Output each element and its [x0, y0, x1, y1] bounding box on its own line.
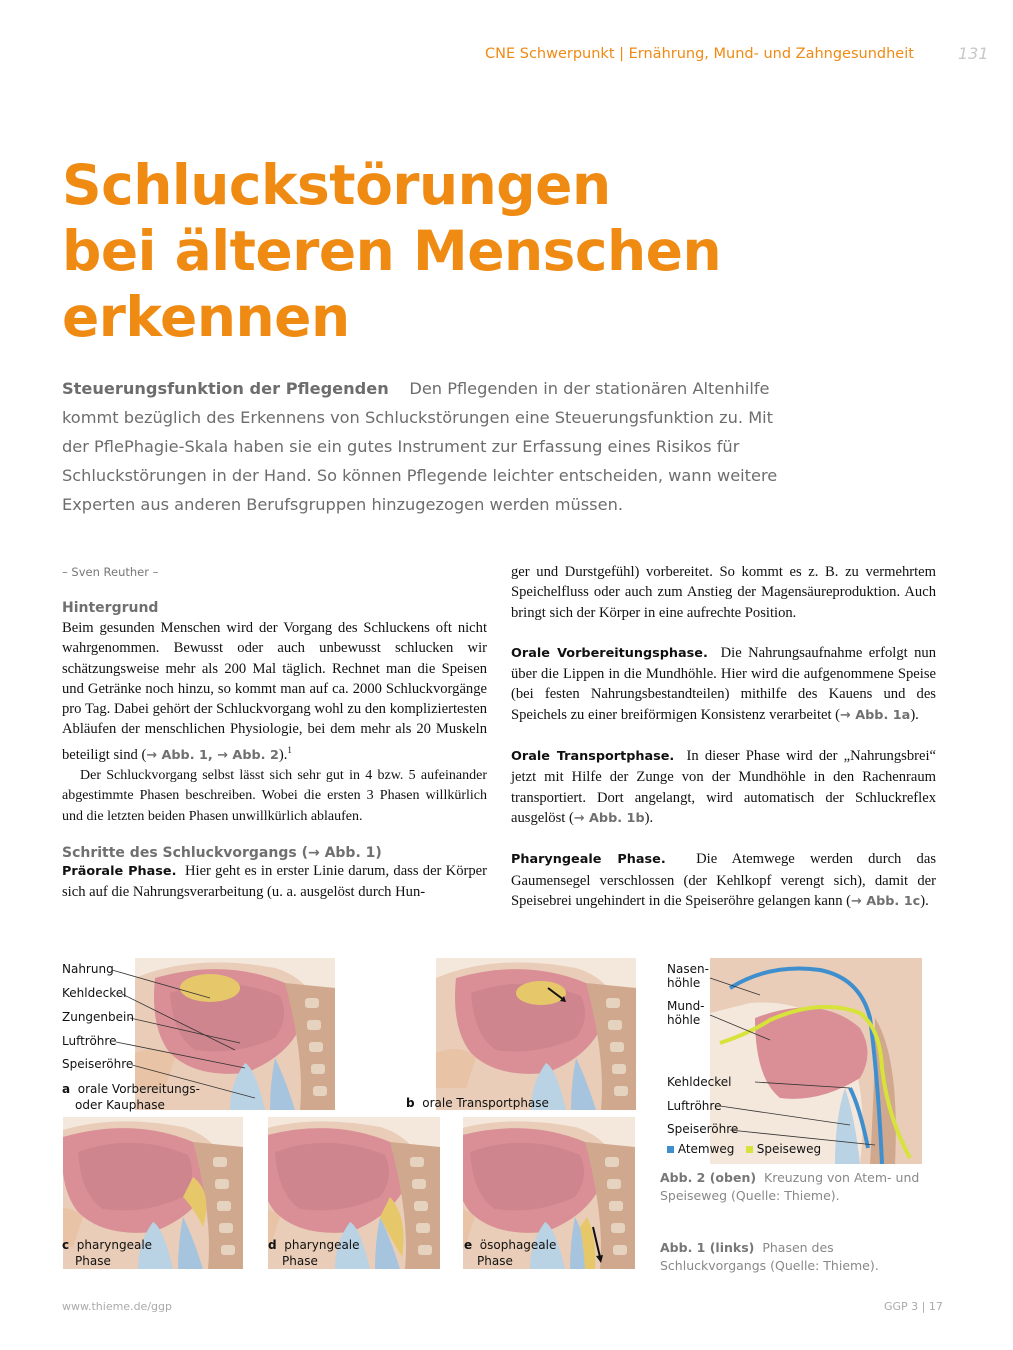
caption-1a-line1: orale Vorbereitungs-	[77, 1082, 200, 1096]
footnote-marker[interactable]: 1	[287, 744, 292, 755]
paragraph-orale-transport	[511, 746, 936, 829]
caption-1a-line2: oder Kauphase	[75, 1098, 165, 1112]
legend-swatch-speiseweg	[746, 1146, 753, 1153]
paren-close: ).	[910, 706, 919, 723]
letter-e: e	[464, 1238, 473, 1252]
caption-abb2	[660, 1169, 940, 1205]
heading-hintergrund: Hintergrund	[62, 600, 159, 616]
article-title	[62, 152, 762, 350]
lead-paragraph	[62, 374, 802, 519]
footer-url[interactable]: www.thieme.de/ggp	[62, 1300, 172, 1313]
runin-orale-vorbereitung: Orale Vorbereitungsphase.	[511, 645, 708, 661]
caption-1d-line1: pharyngeale	[284, 1238, 360, 1252]
column-2	[511, 562, 936, 912]
letter-c: c	[62, 1238, 70, 1252]
caption-1c-line1: pharyngeale	[76, 1238, 153, 1252]
anatomy-illustration-b	[436, 958, 636, 1110]
orale-trans-text: In dieser Phase wird der „Nahrungsbrei“ jetzt mit Hilfe der Zunge von der Mundhöhle in den Rachenraum transportiert. Dort angelangt, wird automatisch der Schluckreflex ausgelöst (	[511, 748, 936, 826]
caption-1b	[406, 1096, 549, 1110]
food-bolus	[516, 981, 566, 1005]
letter-a: a	[62, 1082, 71, 1096]
caption-1c-line2: Phase	[75, 1254, 111, 1268]
footer-issue: GGP 3 | 17	[884, 1300, 943, 1313]
legend-atemweg: Atemweg	[677, 1142, 735, 1156]
paragraph-praeoral-cont: ger und Durstgefühl) vorbereitet. So kommt es z. B. zu vermehrtem Speichelfluss oder auch zum Anstieg der Magensäureproduktion. Auch bringt sich der Körper in eine aufrechte Position.	[511, 564, 936, 621]
lead-heading: Steuerungsfunktion der Pflegenden	[62, 379, 389, 398]
paragraph-pharyngeal	[511, 849, 936, 912]
caption-1e-line2: Phase	[477, 1254, 513, 1268]
letter-d: d	[268, 1238, 277, 1252]
label-speiseroehre: Speiseröhre	[62, 1057, 134, 1071]
ref-abb1c[interactable]: → Abb. 1c	[851, 893, 921, 909]
page-number: 131	[958, 44, 989, 63]
paren-close: ).	[920, 892, 929, 909]
runin-praeoral: Präorale Phase.	[62, 863, 177, 879]
figure-2-legend	[667, 1142, 821, 1156]
paragraph-praeoral	[62, 861, 487, 903]
caption-abb1	[660, 1239, 940, 1275]
paragraph-orale-vorbereitung	[511, 643, 936, 726]
label-mundhoehle	[667, 999, 705, 1027]
ref-abb1a[interactable]: → Abb. 1a	[840, 707, 911, 723]
label-nasenhoehle	[667, 962, 709, 990]
caption-1b-text: orale Transportphase	[422, 1096, 549, 1110]
author-line: – Sven Reuther –	[62, 565, 159, 579]
paragraph-hintergrund	[62, 618, 487, 766]
label-zungenbein: Zungenbein	[62, 1010, 134, 1024]
title-line-1: Schluckstörungen	[62, 153, 611, 217]
label-mund-line1: Mund-	[667, 999, 705, 1013]
caption-1d	[268, 1237, 360, 1269]
running-header: CNE Schwerpunkt | Ernährung, Mund- und Zahngesundheit	[485, 46, 914, 62]
pharyn-text: Die Atemwege werden durch das Gaumensegel verschlossen (der Kehlkopf verengt sich), damit der Speisebrei ungehindert in die Speiseröhre gelangen kann (	[511, 851, 936, 909]
ref-abb1-abb2[interactable]: → Abb. 1, → Abb. 2	[146, 747, 279, 763]
title-line-3: erkennen	[62, 285, 350, 349]
label-luftroehre: Luftröhre	[62, 1034, 117, 1048]
label-mund-line2: höhle	[667, 1013, 701, 1027]
label-nahrung: Nahrung	[62, 962, 114, 976]
title-line-2: bei älteren Menschen	[62, 219, 722, 283]
caption-abb1-text: Phasen des Schluckvorgangs (Quelle: Thieme).	[660, 1240, 879, 1273]
letter-b: b	[406, 1096, 415, 1110]
figure-1b-image	[436, 958, 636, 1110]
legend-swatch-atemweg	[667, 1146, 674, 1153]
runin-pharyngeal: Pharyngeale Phase.	[511, 852, 666, 868]
label-fig2-luftroehre: Luftröhre	[667, 1099, 722, 1113]
praeoral-text: Hier geht es in erster Linie darum, dass der Körper sich auf die Nahrungsverarbeitung (u. a. ausgelöst durch Hun-	[62, 862, 487, 901]
caption-1e-line1: ösophageale	[479, 1238, 557, 1252]
caption-1a	[62, 1081, 200, 1113]
label-kehldeckel: Kehldeckel	[62, 986, 127, 1000]
column-1	[62, 600, 487, 902]
runin-orale-transport: Orale Transportphase.	[511, 749, 675, 765]
caption-1e	[464, 1237, 556, 1269]
p1-text: Beim gesunden Menschen wird der Vorgang des Schluckens oft nicht wahrgenommen. Bewusst oder auch unbewusst schlucken wir schätzungsweise mehr als 200 Mal täglich. Rechnet man die Speisen und Getränke noch hinzu, so kommt man auf ca. 2000 Schluckvorgänge pro Tag. Dabei gehört der Schluckvorgang wohl zu den kompliziertesten Abläufen der menschlichen Physiologie, bei dem mehr als 20 Muskeln beteiligt sind (	[62, 620, 487, 763]
caption-1d-line2: Phase	[282, 1254, 318, 1268]
caption-abb1-label: Abb. 1 (links)	[660, 1240, 755, 1255]
caption-1c	[62, 1237, 152, 1269]
label-nasen-line1: Nasen-	[667, 962, 709, 976]
lead-text: Den Pflegenden in der stationären Altenhilfe kommt bezüglich des Erkennens von Schluckstörungen eine Steuerungsfunktion zu. Mit der PflePhagie-Skala haben sie ein gutes Instrument zur Erfassung eines Risikos für Schluckstörungen in der Hand. So können Pflegende leichter entscheiden, wann weitere Experten aus anderen Berufsgruppen hinzugezogen werden müssen.	[62, 379, 778, 514]
orale-vor-text: Die Nahrungsaufnahme erfolgt nun über die Lippen in die Mundhöhle. Hier wird die aufgenommene Speise (bei festen Nahrungsbestandteilen) mithilfe des Kauens und des Speichels zu einer breiförmigen Konsistenz verarbeitet (	[511, 644, 937, 723]
paren-close: ).	[644, 809, 654, 826]
caption-abb2-label: Abb. 2 (oben)	[660, 1170, 757, 1185]
p1-end: ).	[278, 746, 288, 763]
heading-schritte: Schritte des Schluckvorgangs (→ Abb. 1)	[62, 844, 382, 861]
caption-abb2-text: Kreuzung von Atem- und Speiseweg (Quelle: Thieme).	[660, 1170, 920, 1203]
paragraph-phasen: Der Schluckvorgang selbst lässt sich sehr gut in 4 bzw. 5 aufeinander abgestimmte Phasen beschreiben. Wobei die ersten 3 Phasen willkürlich und die letzten beiden Phasen unwillkürlich ablaufen.	[62, 767, 487, 824]
label-fig2-speiseroehre: Speiseröhre	[667, 1122, 739, 1136]
legend-speiseweg: Speiseweg	[756, 1142, 822, 1156]
label-nasen-line2: höhle	[667, 976, 701, 990]
label-fig2-kehldeckel: Kehldeckel	[667, 1075, 732, 1089]
ref-abb1b[interactable]: → Abb. 1b	[573, 810, 645, 826]
